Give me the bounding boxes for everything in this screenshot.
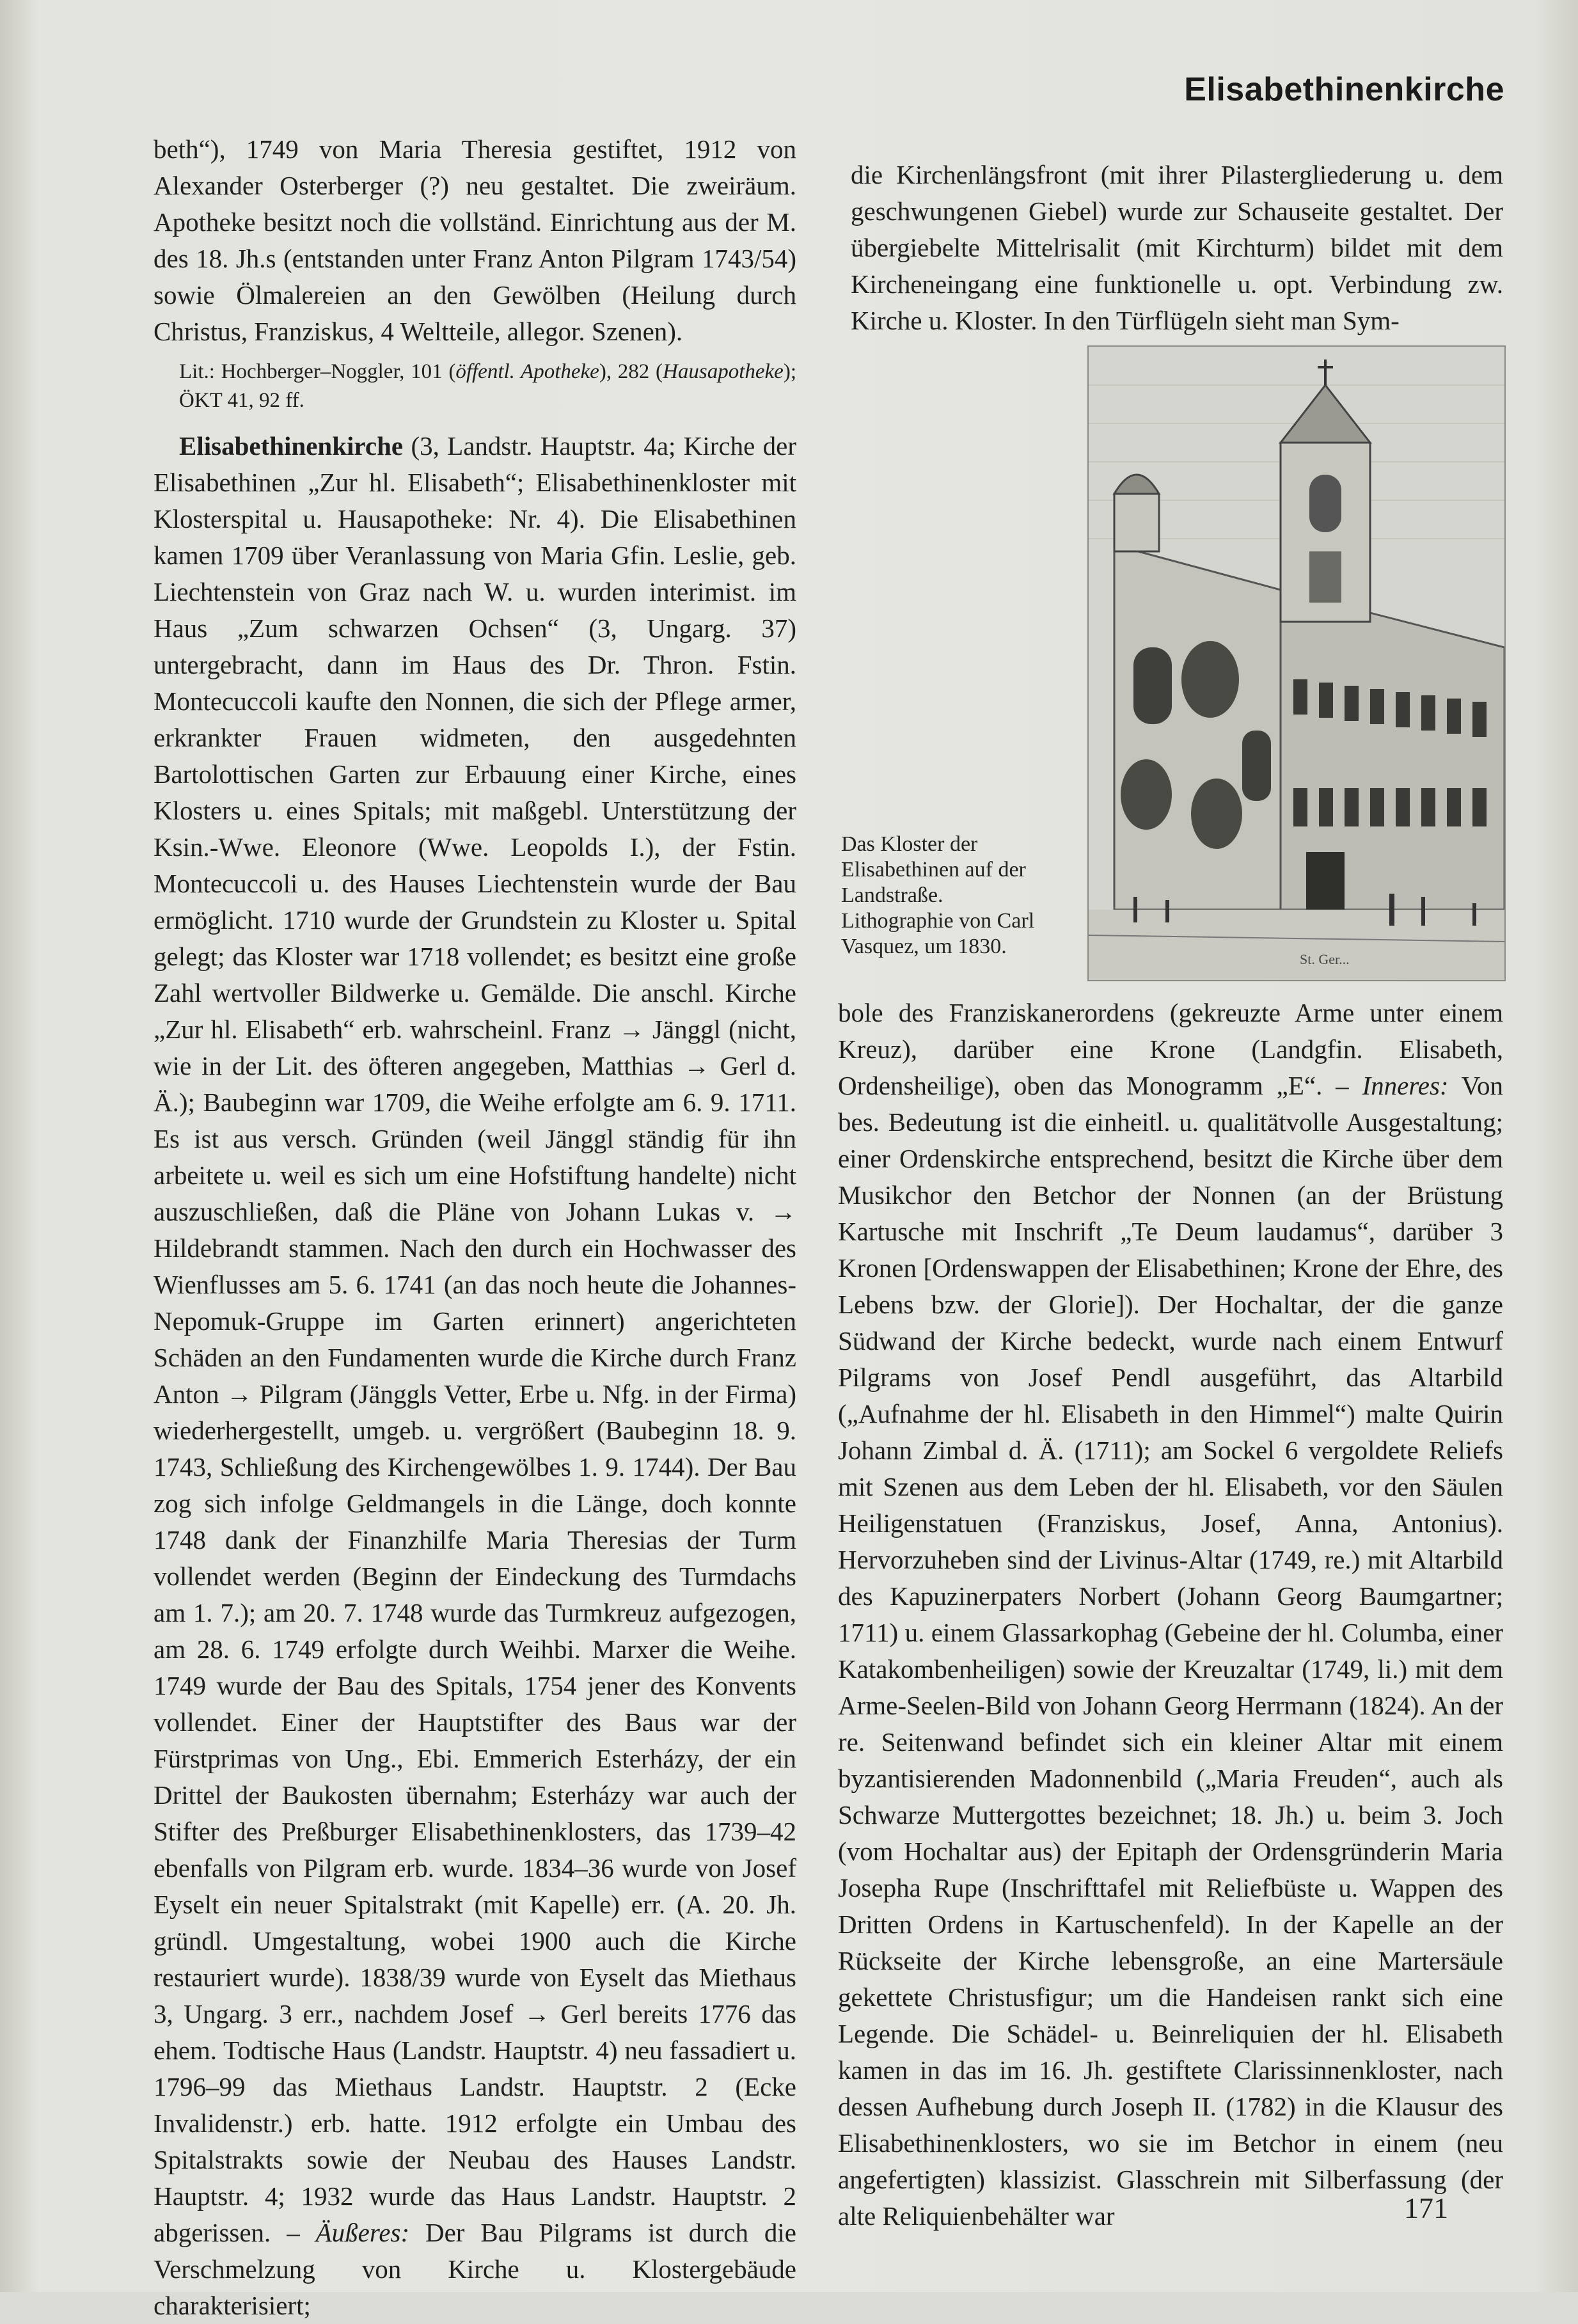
carryover-paragraph: beth“), 1749 von Maria Theresia gestiftet, 1912 von Alexander Osterberger (?) neu gestaltet. Die zweiräum. Apotheke besitzt noch die vollständ. Einrichtung aus der M. des 18. Jh.s (entstanden unter Franz Anton Pilgram 1743/54) sowie Ölmalereien an den Gewölben (Heilung durch Christus, Franziskus, 4 Weltteile, allegor. Szenen). <box>154 134 796 346</box>
right-top-paragraph: die Kirchenlängsfront (mit ihrer Pilastergliederung u. dem geschwungenen Giebel) wurde zur Schauseite gestaltet. Der übergiebelte Mittelrisalit (mit Kirchturm) bildet mit dem Kircheneingang eine funktionelle u. opt. Verbindung zw. Kirche u. Kloster. In den Türflügeln sieht man Sym- <box>851 160 1503 335</box>
lithograph-figure <box>1087 345 1506 981</box>
entry-paragraph: Elisabethinenkirche (3, Landstr. Hauptstr. 4a; Kirche der Elisabethinen „Zur hl. Elisabeth“; Elisabethinenkloster mit Klosterspital u. Hausapotheke: Nr. 4). Die Elisabethinen kamen 1709 über Veranlassung von Maria Gfin. Leslie, geb. Liechtenstein von Graz nach W. u. wurden interimist. im Haus „Zum schwarzen Ochsen“ (3, Ungarg. 37) untergebracht, dann im Haus des Dr. Thron. Fstin. Montecuccoli kaufte den Nonnen, die sich der Pflege armer, erkrankter Frauen widmeten, den ausgedehnten Bartolottischen Garten zur Erbauung einer Kirche, eines Klosters u. eines Spitals; mit maßgebl. Unterstützung der Ksin.-Wwe. Eleonore (Wwe. Leopolds I.), der Fstin. Montecuccoli u. des Hauses Liechtenstein wurde der Bau ermöglicht. 1710 wurde der Grundstein zu Kloster u. Spital gelegt; das Kloster war 1718 vollendet; es besitzt eine große Zahl wertvoller Bildwerke u. Gemälde. Die anschl. Kirche „Zur hl. Elisabeth“ erb. wahrscheinl. Franz → Jänggl (nicht, wie in der Lit. des öfteren angegeben, Matthias → Gerl d. Ä.); Baubeginn war 1709, die Weihe erfolgte am 6. 9. 1711. Es ist aus versch. Gründen (weil Jänggl ständig für ihn arbeitete u. weil es sich um eine Hofstiftung handelte) nicht auszuschließen, daß die Pläne von Johann Lukas v. → Hildebrandt stammen. Nach den durch ein Hochwasser des Wienflusses am 5. 6. 1741 (an das noch heute die Johannes-Nepomuk-Gruppe im Garten erinnert) angerichteten Schäden an den Fundamenten wurde die Kirche durch Franz Anton → Pilgram (Jänggls Vetter, Erbe u. Nfg. in der Firma) wiederhergestellt, umgeb. u. vergrößert (Baubeginn 18. 9. 1743, Schließung des Kirchengewölbes 1. 9. 1744). Der Bau zog sich infolge Geldmangels in die Länge, doch konnte 1748 dank der Finanzhilfe Maria Theresias der Turm vollendet werden (Beginn der Eindeckung des Turmdachs am 1. 7.); am 20. 7. 1748 wurde das Turmkreuz aufgezogen, am 28. 6. 1749 erfolgte durch Weihbi. Marxer die Weihe. 1749 wurde der Bau des Spitals, 1754 jener des Konvents vollendet. Einer der Hauptstifter des Baus war der Fürstprimas von Ung., Ebi. Emmerich Esterházy, der ein Drittel der Baukosten übernahm; Esterházy war auch der Stifter des Preßburger Elisabethinenklosters, das 1739–42 ebenfalls von Pilgram erb. wurde. 1834–36 wurde von Josef Eyselt ein neuer Spitalstrakt (mit Kapelle) err. (A. 20. Jh. gründl. Umgestaltung, wobei 1900 auch die Kirche restauriert wurde). 1838/39 wurde von Eyselt das Miethaus 3, Ungarg. 3 err., nachdem Josef → Gerl bereits 1776 das ehem. Todtische Haus (Landstr. Hauptstr. 4) neu fassadiert u. 1796–99 das Miethaus Landstr. Hauptstr. 2 (Ecke Invalidenstr.) erb. hatte. 1912 erfolgte ein Umbau des Spitalstrakts sowie der Neubau des Hauses Landstr. Hauptstr. 4; 1932 wurde das Haus Landstr. Hauptstr. 2 abgerissen. – Äußeres: Der Bau Pilgrams ist durch die Verschmelzung von Kirche u. Klostergebäude charakterisiert; <box>154 431 796 2320</box>
running-header: Elisabethinenkirche <box>1184 71 1504 108</box>
figure-caption: Das Kloster der Elisabethinen auf der Landstraße. Lithographie von Carl Vasquez, um 1830. <box>841 832 1035 958</box>
entry-headword: Elisabethinenkirche <box>179 431 404 461</box>
inneres-label: Inneres: <box>1362 1071 1449 1100</box>
literature-reference: Lit.: Hochberger–Noggler, 101 (öffentl. Apotheke), 282 (Hausapotheke); ÖKT 41, 92 ff. <box>179 360 796 412</box>
right-bottom-paragraph: bole des Franziskanerordens (gekreuzte Arme unter einem Kreuz), darüber eine Krone (Landgfin. Elisabeth, Ordensheilige), oben das Monogramm „E“. – Inneres: Von bes. Bedeutung ist die einheitl. u. qualitätvolle Ausgestaltung; einer Ordenskirche entsprechend, besitzt die Kirche über dem Musikchor den Betchor der Nonnen (an der Brüstung Kartusche mit Inschrift „Te Deum laudamus“, darüber 3 Kronen [Ordenswappen der Elisabethinen; Krone der Ehre, des Lebens bzw. der Glorie]). Der Hochaltar, der die ganze Südwand der Kirche bedeckt, wurde nach einem Entwurf Pilgrams von Josef Pendl ausgeführt, das Altarbild („Aufnahme der hl. Elisabeth in den Himmel“) malte Quirin Johann Zimbal d. Ä. (1711); am Sockel 6 vergoldete Reliefs mit Szenen aus dem Leben der hl. Elisabeth, vor den Säulen Heiligenstatuen (Franziskus, Josef, Anna, Antonius). Hervorzuheben sind der Livinus-Altar (1749, re.) mit Altarbild des Kapuzinerpaters Norbert (Johann Georg Baumgartner; 1711) u. einem Glassarkophag (Gebeine der hl. Columba, einer Katakombenheiligen) sowie der Kreuzaltar (1749, li.) mit dem Arme-Seelen-Bild von Johann Georg Herrmann (1824). An der re. Seitenwand befindet sich ein kleiner Altar mit einem byzantisierenden Madonnenbild („Maria Freuden“, auch als Schwarze Muttergottes bezeichnet; 18. Jh.) u. beim 3. Joch (vom Hochaltar aus) der Epitaph der Ordensgründerin Maria Josepha Rupe (Inschrifttafel mit Reliefbüste u. Wappen des Dritten Ordens in Kartuschenfeld). In der Kapelle an der Rückseite der Kirche lebensgroße, an eine Martersäule gekettete Christusfigur; um die Handeisen rankt sich eine Legende. Die Schädel- u. Beinreliquien der hl. Elisabeth kamen in das im 16. Jh. gestiftete Clarissinnenkloster, nach dessen Aufhebung durch Joseph II. (1782) in die Klausur des Elisabethinenklosters, wo sie im Betchor in einem (neu angefertigten) klassizist. Glasschrein mit Silberfassung (der alte Reliquienbehälter war <box>838 998 1503 2231</box>
right-column-bottom <box>838 995 1503 2234</box>
left-column <box>154 131 796 2324</box>
page-number: 171 <box>1404 2192 1448 2224</box>
right-column-top <box>851 157 1503 339</box>
church-lithograph-image <box>1089 347 1504 980</box>
lithograph-signature: St. Ger... <box>1300 951 1350 967</box>
aeusseres-label: Äußeres: <box>315 2218 410 2247</box>
